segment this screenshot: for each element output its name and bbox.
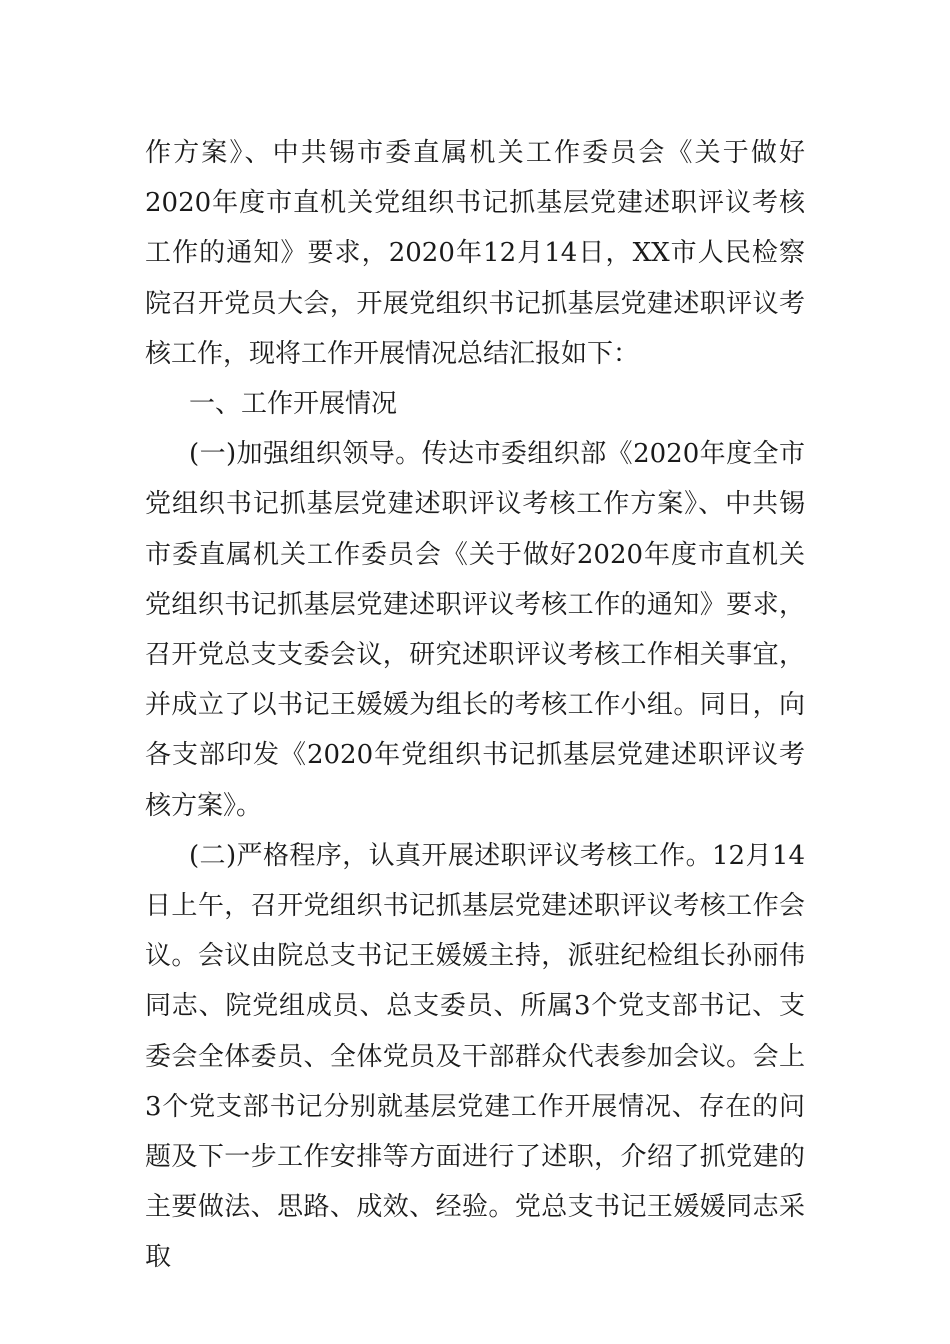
paragraph-strengthen-leadership: (一)加强组织领导。传达市委组织部《2020年度全市党组织书记抓基层党建述职评议考核工作方案》、中共锡市委直属机关工作委员会《关于做好2020年度市直机关党组织书记抓基层党建述职评议考核工作的通知》要求，召开党总支支委会议，研究述职评议考核工作相关事宜，并成立了以书记王媛媛为组长的考核工作小组。同日，向各支部印发《2020年党组织书记抓基层党建述职评议考核方案》。: [145, 439, 805, 821]
section-heading-work-status: 一、工作开展情况: [189, 389, 398, 420]
document-body: [145, 128, 805, 1283]
paragraph-strict-procedure: (二)严格程序，认真开展述职评议考核工作。12月14日上午，召开党组织书记抓基层党建述职评议考核工作会议。会议由院总支书记王媛媛主持，派驻纪检组长孙丽伟同志、院党组成员、总支委员、所属3个党支部书记、支委会全体委员、全体党员及干部群众代表参加会议。会上3个党支部书记分别就基层党建工作开展情况、存在的问题及下一步工作安排等方面进行了述职，介绍了抓党建的主要做法、思路、成效、经验。党总支书记王媛媛同志采取: [145, 840, 805, 1273]
intro-paragraph: 作方案》、中共锡市委直属机关工作委员会《关于做好2020年度市直机关党组织书记抓基层党建述职评议考核工作的通知》要求，2020年12月14日，XX市人民检察院召开党员大会，开展党组织书记抓基层党建述职评议考核工作，现将工作开展情况总结汇报如下：: [145, 138, 805, 369]
